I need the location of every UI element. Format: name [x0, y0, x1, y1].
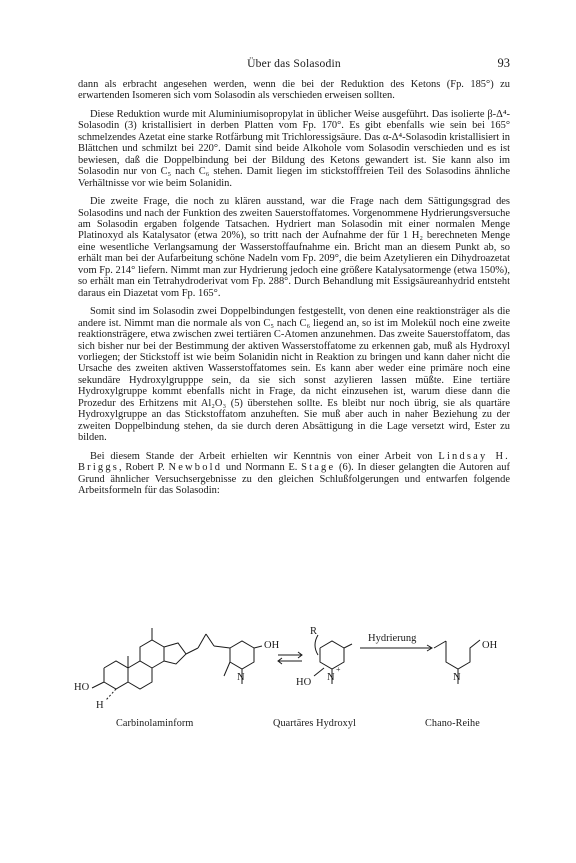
atom-label: HO: [74, 682, 90, 693]
page-number: 93: [497, 56, 510, 70]
paragraph-text: (6). In dieser gelangten die Autoren auf Grund ähnlicher Versuchsergebnisse zu den gleichen Schlußfolgerungen und entwarfen folgende Arbeitsformeln für das Solasodin:: [78, 462, 510, 496]
atom-label: N: [327, 672, 335, 683]
paragraph: dann als erbracht angesehen werden, wenn die bei der Reduktion des Ketons (Fp. 185°) zu erwartenden Isomeren sich vom Solasodin als verschieden erweisen sollten.: [78, 79, 510, 102]
atom-label: HO: [296, 677, 312, 688]
author-name: Newbold: [168, 462, 223, 474]
atom-label: N: [453, 672, 461, 683]
atom-label: R: [310, 626, 318, 637]
caption-chano-series: Chano-Reihe: [425, 718, 480, 729]
running-header: [78, 57, 510, 71]
hydrogenation-label: Hydrierung: [368, 633, 417, 644]
atom-label: +: [336, 665, 341, 674]
atom-label: OH: [482, 640, 498, 651]
running-title: Über das Solasodin: [247, 57, 341, 70]
author-name: Lindsay H. Briggs: [78, 450, 510, 474]
paragraph: Diese Reduktion wurde mit Aluminiumisopropylat in üblicher Weise ausgeführt. Das isolierte β-Δ⁴-Solasodin (3) kristallisiert in derben Platten vom Fp. 170°. Es gibt ebenfalls wie sein bei 165° schmelzendes Azetat eine starke Rotfärbung mit Trichloressigsäure. Das α-Δ⁴-Solasodin kristallisiert in Blättchen und schmilzt bei 220°. Damit sind beide Alkohole vom Solasodin verschieden und es ist bewiesen, daß die Doppelbindung bei der Bildung des Ketons gewandert ist. Sie kann also im Solasodin nur von C₅ nach C₆ stehen. Damit liegen im stickstofffreien Teil des Solasodins ähnliche Verhältnisse vor wie beim Solanidin.: [78, 108, 510, 189]
atom-label: H: [96, 700, 104, 711]
caption-quaternary-hydroxyl: Quartäres Hydroxyl: [273, 718, 356, 729]
paragraph: [78, 451, 510, 497]
atom-label: OH: [264, 640, 280, 651]
paragraph-text: und Normann E.: [222, 462, 302, 474]
atom-label: N: [237, 672, 245, 683]
hydrogenation-arrow: [360, 645, 432, 651]
body-text: [78, 79, 510, 503]
paragraph: Somit sind im Solasodin zwei Doppelbindungen festgestellt, von denen eine reaktionsträger als die andere ist. Nimmt man die normale als von C₅ nach C₆ liegend an, so ist im Molekül noch eine zweite reaktionsträgere, etwa zwischen zwei tertiären C-Atomen anzunehmen. Das zweite Sauerstoffatom, das sich bisher nur bei der Bestimmung der aktiven Wasserstoffatome zu erkennen gab, muß als Hydroxyl vorliegen; der Stickstoff ist wie beim Solanidin nicht in Reaktion zu bringen und kann daher nicht die Ursache des zweiten aktiven Wasserstoffatomes sein. Es kann aber weder eine primäre noch eine sekundäre Hydroxylgrupppe sein, da sie sich sonst azylieren lassen müßte. Eine tertiäre Hydroxylgruppe kommt ebenfalls nicht in Frage, da nicht einzusehen ist, warum diese dann die Prozedur des Erhitzens mit Al₂O₃ (5) überstehen sollte. Es bleibt nur noch übrig, sie als quartäre Hydroxylgruppe an das Stickstoffatom anzuheften. Sie muß aber auch in naher Beziehung zu der zweiten Doppelbindung stehen, da sie durch deren Absättigung in die Lage versetzt wird, Ester zu bilden.: [78, 306, 510, 444]
paragraph-text: , Robert P.: [119, 462, 169, 474]
caption-carbinolamine: Carbinolaminform: [116, 718, 194, 729]
steroid-skeleton: [92, 628, 214, 700]
author-name: Stage: [301, 462, 336, 474]
equilibrium-arrows: [278, 652, 302, 664]
paragraph: Die zweite Frage, die noch zu klären ausstand, war die Frage nach dem Sättigungsgrad des Solasodins und nach der Funktion des zweiten Sauerstoffatomes. Vorgenommene Hydrierungsversuche am Solasodin ergaben folgende Tatsachen. Hydriert man Solasodin mit einer normalen Menge Platinoxyd als Katalysator (etwa 20%), so tritt nach der Aufnahme der für 1 H₂ berechneten Menge eine wesentliche Verlangsamung der Wasserstoffaufnahme ein. Bricht man an diesem Punkt ab, so erhält man bei der Aufarbeitung schöne Nadeln vom Fp. 209°, die beim Azetylieren ein Dihydroazetat vom Fp. 214° liefern. Nimmt man zur Hydrierung jedoch eine größere Katalysatormenge (etwa 150%), so erhält man ein Tetrahydroderivat vom Fp. 288°. Durch Behandlung mit Essigsäureanhydrid entsteht daraus ein Diazetat vom Fp. 165°.: [78, 196, 510, 299]
paragraph-text: Bei diesem Stande der Arbeit erhielten wir Kenntnis von einer Arbeit von: [90, 450, 439, 462]
